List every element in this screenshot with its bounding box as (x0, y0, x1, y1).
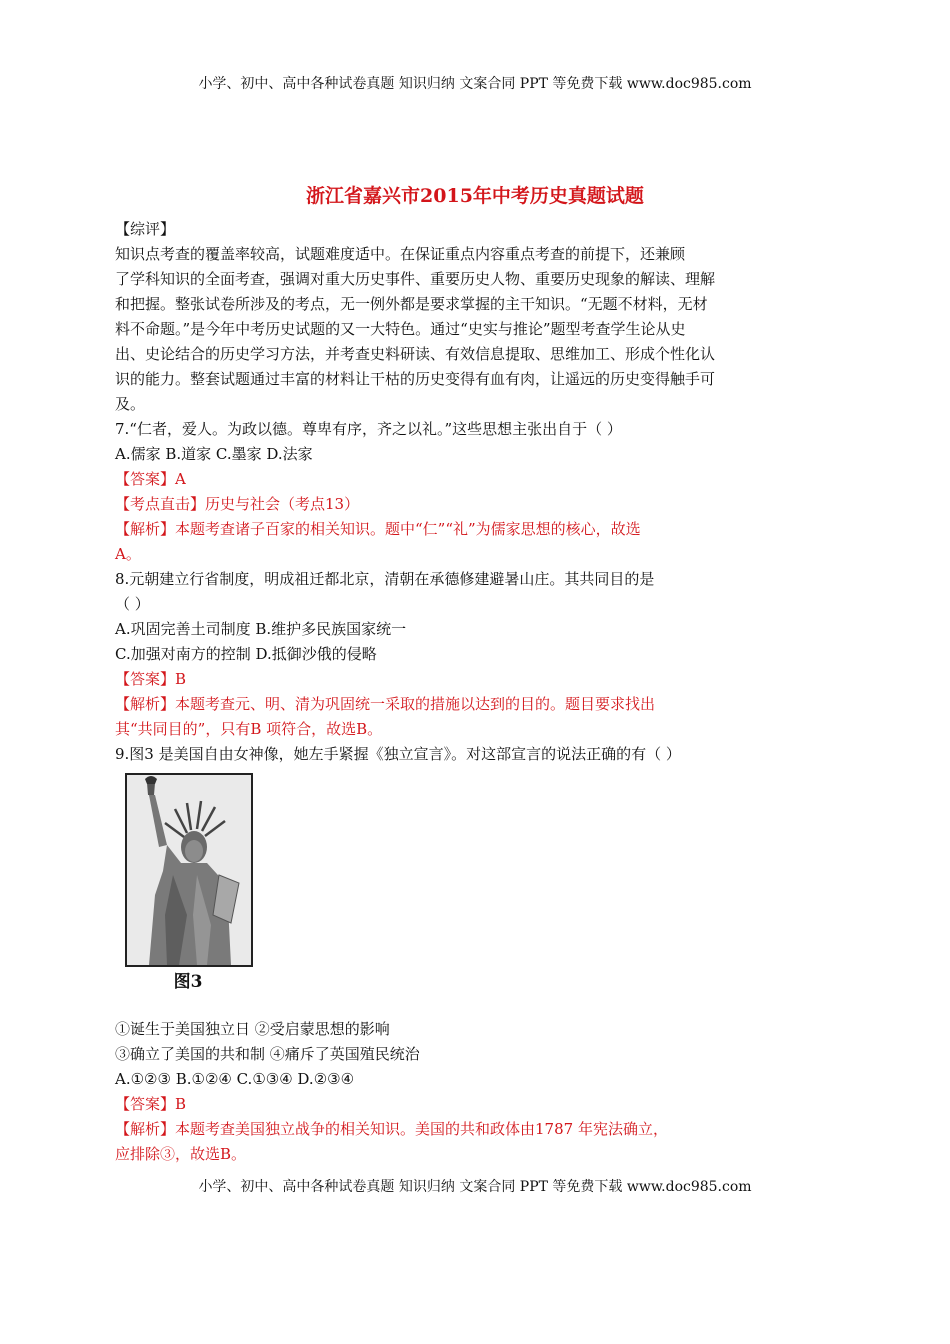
q7-analysis-cont: A。 (115, 545, 141, 563)
q7-stem: 7.“仁者，爱人。为政以德。尊卑有序，齐之以礼。”这些思想主张出自于（ ） (115, 420, 622, 438)
statue-of-liberty-image (125, 773, 253, 967)
q7-analysis: 【解析】本题考查诸子百家的相关知识。题中“仁”“礼”为儒家思想的核心，故选 (115, 520, 641, 538)
statue-illustration (127, 775, 251, 965)
q9-analysis: 【解析】本题考查美国独立战争的相关知识。美国的共和政体由1787 年宪法确立， (115, 1120, 668, 1138)
q8-stem: 8.元朝建立行省制度，明成祖迁都北京，清朝在承德修建避暑山庄。其共同目的是 (115, 570, 655, 588)
review-line: 知识点考查的覆盖率较高，试题难度适中。在保证重点内容重点考查的前提下，还兼顾 (115, 245, 686, 263)
q7-point: 【考点直击】历史与社会（考点13） (115, 495, 360, 513)
q9-items: ③确立了美国的共和制 ④痛斥了英国殖民统治 (115, 1045, 420, 1063)
q9-analysis-cont: 应排除③，故选B。 (115, 1145, 247, 1163)
q9-stem: 9.图3 是美国自由女神像，她左手紧握《独立宣言》。对这部宣言的说法正确的有（ ） (115, 745, 681, 763)
review-line: 出、史论结合的历史学习方法，并考查史料研读、有效信息提取、思维加工、形成个性化认 (115, 345, 716, 363)
q8-stem-cont: （ ） (115, 595, 150, 613)
review-line: 和把握。整张试卷所涉及的考点，无一例外都是要求掌握的主干知识。“无题不材料，无材 (115, 295, 708, 313)
q9-items: ①诞生于美国独立日 ②受启蒙思想的影响 (115, 1020, 390, 1038)
q8-options: C.加强对南方的控制 D.抵御沙俄的侵略 (115, 645, 377, 663)
page-header: 小学、初中、高中各种试卷真题 知识归纳 文案合同 PPT 等免费下载 www.doc985.com (198, 76, 752, 92)
figure-caption: 图3 (173, 972, 203, 992)
page-title: 浙江省嘉兴市2015年中考历史真题试题 (306, 185, 644, 207)
q8-analysis-cont: 其“共同目的”，只有B 项符合，故选B。 (115, 720, 383, 738)
q8-analysis: 【解析】本题考查元、明、清为巩固统一采取的措施以达到的目的。题目要求找出 (115, 695, 656, 713)
review-heading: 【综评】 (115, 220, 176, 238)
review-line: 料不命题。”是今年中考历史试题的又一大特色。通过“史实与推论”题型考查学生论从史 (115, 320, 686, 338)
q8-options: A.巩固完善土司制度 B.维护多民族国家统一 (115, 620, 407, 638)
q8-answer: 【答案】B (115, 670, 187, 688)
figure-3 (125, 773, 251, 995)
review-line: 识的能力。整套试题通过丰富的材料让干枯的历史变得有血有肉，让遥远的历史变得触手可 (115, 370, 716, 388)
review-line: 了学科知识的全面考查，强调对重大历史事件、重要历史人物、重要历史现象的解读、理解 (115, 270, 716, 288)
q7-answer: 【答案】A (115, 470, 186, 488)
q7-options: A.儒家 B.道家 C.墨家 D.法家 (115, 445, 313, 463)
q9-options: A.①②③ B.①②④ C.①③④ D.②③④ (115, 1070, 355, 1088)
review-line: 及。 (115, 395, 146, 413)
page-footer: 小学、初中、高中各种试卷真题 知识归纳 文案合同 PPT 等免费下载 www.doc985.com (198, 1179, 752, 1195)
q9-answer: 【答案】B (115, 1095, 187, 1113)
